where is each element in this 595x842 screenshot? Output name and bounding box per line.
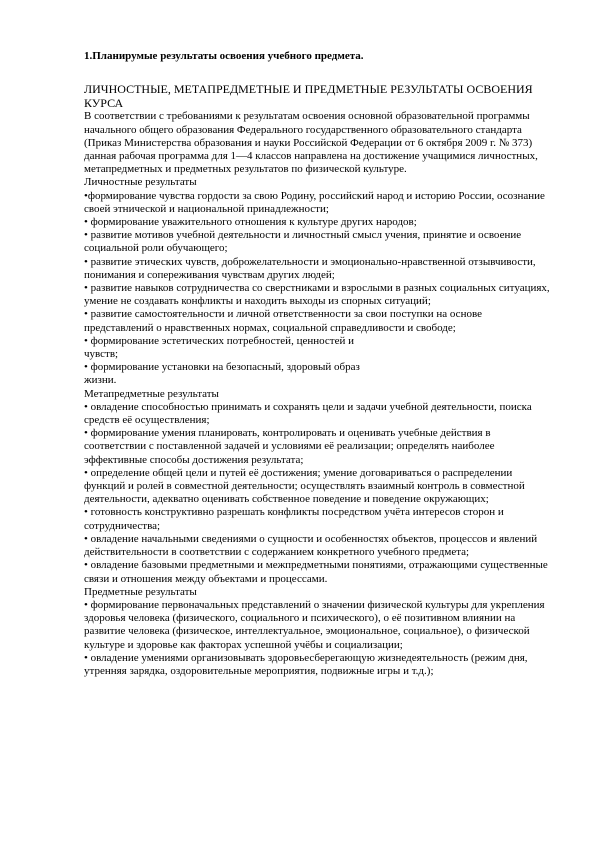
list-item: • формирование умения планировать, контролировать и оценивать учебные действия в соответствии с поставленной задачей и условиями её реализации; определять наиболее эффективные способы достижения результата; <box>84 427 495 466</box>
list-item: • развитие этических чувств, доброжелательности и эмоционально-нравственной отзывчивости, понимания и сопереживания чувствам других людей; <box>84 255 536 281</box>
list-item: • формирование первоначальных представлений о значении физической культуры для укрепления здоровья человека (физического, социального и психического), о её позитивном влиянии на развитие человека (физическое, интеллектуальное, эмоциональное, социальное), о физической культуре и здоровье как факторах успешной учёбы и социализации; <box>84 598 545 651</box>
list-item: • определение общей цели и путей её достижения; умение договариваться о распределении функций и ролей в совместной деятельности; осуществлять взаимный контроль в совместной деятельности, адекватно оценивать собственное поведение и поведение окружающих; <box>84 466 525 506</box>
personal-results-title: Личностные результаты <box>84 176 197 189</box>
list-item: чувств; <box>84 348 119 361</box>
section-title: ЛИЧНОСТНЫЕ, МЕТАПРЕДМЕТНЫЕ И ПРЕДМЕТНЫЕ РЕЗУЛЬТАТЫ ОСВОЕНИЯ КУРСА <box>84 82 533 110</box>
list-item: • формирование эстетических потребностей, ценностей и <box>84 334 354 347</box>
list-item: • овладение базовыми предметными и межпредметными понятиями, отражающими существенные связи и отношения между объектами и процессами. <box>84 559 548 585</box>
list-item: • готовность конструктивно разрешать конфликты посредством учёта интересов сторон и сотрудничества; <box>84 506 504 532</box>
list-item: жизни. <box>84 374 117 387</box>
list-item: • развитие навыков сотрудничества со сверстниками и взрослыми в разных социальных ситуациях, умение не создавать конфликты и находить выходы из спорных ситуаций; <box>84 282 550 308</box>
list-item: • овладение способностью принимать и сохранять цели и задачи учебной деятельности, поиска средств её осуществления; <box>84 400 532 427</box>
document-body <box>84 50 554 678</box>
list-item: • формирование уважительного отношения к культуре других народов; <box>84 216 417 229</box>
list-item: •формирование чувства гордости за свою Родину, российский народ и историю России, осознание своей этнической и национальной принадлежности; <box>84 189 545 215</box>
list-item: • развитие мотивов учебной деятельности и личностный смысл учения, принятие и освоение социальной роли обучающего; <box>84 229 522 255</box>
list-item: • формирование установки на безопасный, здоровый образ <box>84 361 360 374</box>
document-heading: 1.Планирумые результаты освоения учебного предмета. <box>84 50 364 62</box>
meta-results-title: Метапредметные результаты <box>84 387 219 400</box>
intro-paragraph: В соответствии с требованиями к результатам освоения основной образовательной программы начального общего образования Федерального государственного образовательного стандарта (Приказ Министерства образования и науки Российской Федерации от 6 октября 2009 г. № 373) данная рабочая программа для 1—4 классов направлена на достижение учащимися личностных, метапредметных и предметных результатов по физической культуре. <box>84 110 538 176</box>
subject-results-title: Предметные результаты <box>84 585 197 598</box>
list-item: • овладение начальными сведениями о сущности и особенностях объектов, процессов и явлений действительности в соответствии с содержанием конкретного учебного предмета; <box>84 532 538 559</box>
list-item: • овладение умениями организовывать здоровьесберегающую жизнедеятельность (режим дня, утренняя зарядка, оздоровительные мероприятия, подвижные игры и т.д.); <box>84 651 528 677</box>
list-item: • развитие самостоятельности и личной ответственности за свои поступки на основе представлений о нравственных нормах, социальной справедливости и свободе; <box>84 308 482 334</box>
